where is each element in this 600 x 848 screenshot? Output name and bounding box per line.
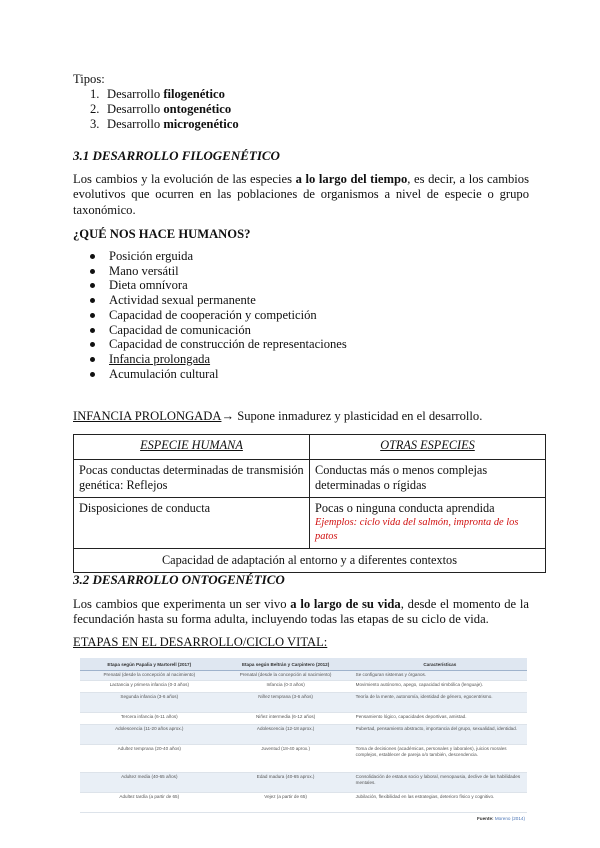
etapas-figure [80,658,527,830]
humanos-list [73,249,563,381]
tipos-item: 1. Desarrollo filogenético [90,87,225,101]
list-item: Capacidad de comunicación [107,323,563,338]
table-row: Lactancia y primera infancia (0-3 años) Infancia (0-3 años) Movimiento autónomo, apego, capacidad simbólica (lenguaje). [80,681,527,693]
onto-paragraph: Los cambios que experimenta un ser vivo a lo largo de su vida, desde el momento de la fecundación hasta su forma adulta, incluyendo todas las etapas de su ciclo de vida. [73,597,529,627]
cell-reflejos: Pocas conductas determinadas de transmisión genética: Reflejos [74,460,310,498]
onto-heading: 3.2 DESARROLLO ONTOGENÉTICO [73,572,285,587]
list-item: Capacidad de cooperación y competición [107,308,563,323]
example-text: Ejemplos: ciclo vida del salmón, impronta de los patos [315,516,519,542]
table-row [80,658,527,671]
tipos-list [73,87,529,132]
tipos-section [73,72,529,132]
header-otras-especies: OTRAS ESPECIES [310,435,546,460]
col-header: Características [353,658,527,671]
table-row: Tercera infancia (6-11 años) Niñez intermedia (6-12 años) Pensamiento lógico, capacidades deportivas, amistad. [80,713,527,725]
cell-conductas-rigidas: Conductas más o menos complejas determinadas o rígidas [310,460,546,498]
humanos-heading: ¿QUÉ NOS HACE HUMANOS? [73,227,251,241]
table-row: Adolescencia (11-20 años aprox.) Adolescencia (12-18 aprox.) Pubertad, pensamiento abstracto, importancia del grupo, sexualidad, identidad. [80,725,527,745]
arrow-icon: → [221,409,235,423]
table-row: Adultez temprana (20-40 años) Juventud (18-40 aprox.) Toma de decisiones (académicas, personales y laborales), juicios morales complejos, establecer de pareja o/o también, descendencia. [80,745,527,773]
etapas-table [80,658,527,813]
source-note: Fuente: Moreno (2014) [476,816,525,821]
tipos-item: 3. Desarrollo microgenético [90,117,239,131]
list-item: Actividad sexual permanente [107,293,563,308]
table-row: Prenatal (desde la concepción al nacimiento) Prenatal (desde la concepción al nacimiento) Se configuran sistemas y órganos. [80,671,527,681]
list-item: Capacidad de construcción de representaciones [107,337,563,352]
table-row: Segunda infancia (3-6 años) Niñez temprana (3-6 años) Teoría de la mente, autonomía, identidad de género, egocentrismo. [80,693,527,713]
infancia-label: INFANCIA PROLONGADA [73,409,222,423]
tipos-item: 2. Desarrollo ontogenético [90,102,232,116]
etapas-heading: ETAPAS EN EL DESARROLLO/CICLO VITAL: [73,635,328,649]
header-especie-humana: ESPECIE HUMANA [74,435,310,460]
table-row: Adultez tardía (a partir de 65) Vejez (a partir de 65) Jubilación, flexibilidad en las estrategias, deterioro físico y cognitivo. [80,793,527,813]
comparison-table [73,434,546,573]
cell-conducta-aprendida: Pocas o ninguna conducta aprendida Ejemplos: ciclo vida del salmón, impronta de los patos [310,498,546,549]
cell-disposiciones: Disposiciones de conducta [74,498,310,549]
list-item: Infancia prolongada [107,352,563,367]
list-item: Posición erguida [107,249,563,264]
list-item: Dieta omnívora [107,278,563,293]
filo-heading: 3.1 DESARROLLO FILOGENÉTICO [73,148,280,163]
table-row: Adultez media (40-65 años) Edad madura (40-65 aprox.) Consolidación de estatus socio y laboral, menopausia, declive de las habilidades mentales. [80,773,527,793]
infancia-line: INFANCIA PROLONGADA→ Supone inmadurez y plasticidad en el desarrollo. [73,409,483,423]
tipos-label: Tipos: [73,72,105,86]
filo-paragraph: Los cambios y la evolución de las especies a lo largo del tiempo, es decir, a los cambios evolutivos que ocurren en las poblaciones de organismos a nivel de especie o grupo taxonómico. [73,172,529,217]
col-header: Etapa según Papalia y Martorell (2017) [80,658,219,671]
col-header: Etapa según Beltrán y Carpintero (2012) [219,658,353,671]
list-item: Mano versátil [107,264,563,279]
list-item: Acumulación cultural [107,367,563,382]
cell-adaptacion: Capacidad de adaptación al entorno y a diferentes contextos [74,548,546,572]
